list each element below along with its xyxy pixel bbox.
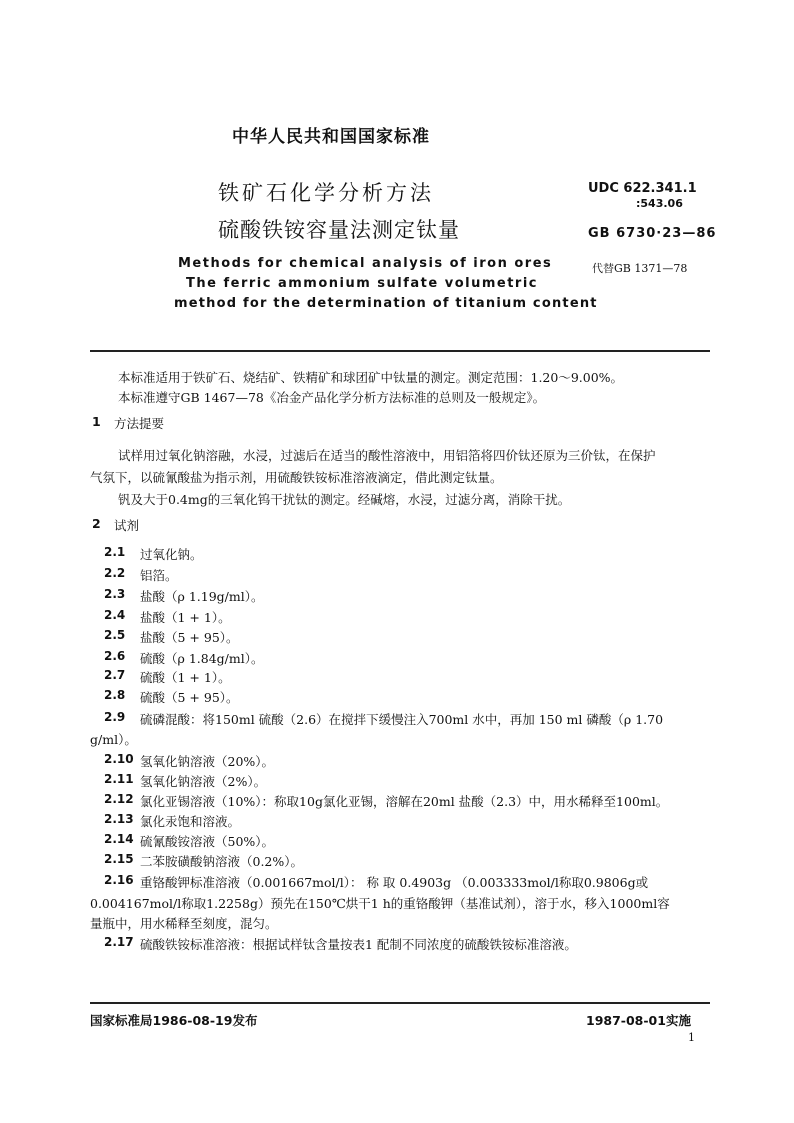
national-standard-heading: 中华人民共和国国家标准 <box>232 127 430 147</box>
reagent-text: 氢氧化钠溶液（2%）。 <box>140 774 267 789</box>
udc-code: UDC 622.341.1 <box>588 181 697 196</box>
reagent-number: 2.10 <box>104 752 134 766</box>
reagent-text: 硫酸（1 + 1）。 <box>140 670 231 685</box>
section-2-number: 2 <box>92 516 101 531</box>
reagent-number: 2.17 <box>104 935 134 949</box>
gb-code: GB 6730·23—86 <box>588 226 717 241</box>
reagent-number: 2.16 <box>104 873 134 887</box>
page-number: 1 <box>688 1031 695 1044</box>
reagent-number: 2.5 <box>104 628 126 642</box>
reagent-number: 2.8 <box>104 688 126 702</box>
reagent-text: 盐酸（5 + 95）。 <box>140 630 239 645</box>
section-1-paragraph-2: 钒及大于0.4mg的三氧化钨干扰钛的测定。经碱熔，水浸，过滤分离，消除干扰。 <box>118 492 571 507</box>
title-en-line-3: method for the determination of titanium content <box>174 296 598 311</box>
reagent-number: 2.6 <box>104 649 126 663</box>
reagent-text: 氯化亚锡溶液（10%）：称取10g氯化亚锡，溶解在20ml 盐酸（2.3）中，用水稀释至100ml。 <box>140 794 669 809</box>
title-en-line-1: Methods for chemical analysis of iron ores <box>178 256 553 271</box>
udc-code-continued: :543.06 <box>636 197 683 210</box>
header-divider <box>90 350 710 352</box>
reagent-text: 硫酸（5 + 95）。 <box>140 690 239 705</box>
reagent-text: 过氧化钠。 <box>140 547 203 562</box>
reagent-text-continued: 量瓶中，用水稀释至刻度，混匀。 <box>90 916 278 931</box>
compliance-paragraph: 本标准遵守GB 1467—78《冶金产品化学分析方法标准的总则及一般规定》。 <box>118 390 546 405</box>
reagent-number: 2.9 <box>104 710 126 724</box>
reagent-number: 2.14 <box>104 832 134 846</box>
footer-divider <box>90 1002 710 1004</box>
reagent-text: 氢氧化钠溶液（20%）。 <box>140 754 275 769</box>
reagent-number: 2.12 <box>104 792 134 806</box>
reagent-text: 氯化汞饱和溶液。 <box>140 814 241 829</box>
title-cn-line-2: 硫酸铁铵容量法测定钛量 <box>218 218 460 242</box>
reagent-text: 硫酸铁铵标准溶液：根据试样钛含量按表1 配制不同浓度的硫酸铁铵标准溶液。 <box>140 937 577 952</box>
reagent-text: 硫酸（ρ 1.84g/ml）。 <box>140 651 264 666</box>
title-en-line-2: The ferric ammonium sulfate volumetric <box>186 276 538 291</box>
section-1-number: 1 <box>92 414 101 429</box>
reagent-text-continued: 0.004167mol/l称取1.2258g）预先在150℃烘干1 h的重铬酸钾（基准试剂），溶于水，移入1000ml容 <box>90 896 670 911</box>
section-2-title: 试剂 <box>114 518 140 533</box>
reagent-number: 2.4 <box>104 608 126 622</box>
reagent-text: 铝箔。 <box>140 568 178 583</box>
effective-date: 1987-08-01实施 <box>586 1013 691 1028</box>
reagent-number: 2.7 <box>104 668 126 682</box>
reagent-number: 2.11 <box>104 772 134 786</box>
reagent-text: 硫磷混酸：将150ml 硫酸（2.6）在搅拌下缓慢注入700ml 水中，再加 150 ml 磷酸（ρ 1.70 <box>140 712 664 727</box>
reagent-number: 2.3 <box>104 587 126 601</box>
reagent-text: 盐酸（ρ 1.19g/ml）。 <box>140 589 264 604</box>
reagent-text: 硫氰酸铵溶液（50%）。 <box>140 834 275 849</box>
section-1-title: 方法提要 <box>114 416 165 431</box>
reagent-text: 二苯胺磺酸钠溶液（0.2%）。 <box>140 854 304 869</box>
reagent-text: 重铬酸钾标准溶液（0.001667mol/l）： 称 取 0.4903g （0.003333mol/l称取0.9806g或 <box>140 875 649 890</box>
reagent-number: 2.15 <box>104 852 134 866</box>
section-1-paragraph-line-1: 试样用过氧化钠溶融，水浸，过滤后在适当的酸性溶液中，用铝箔将四价钛还原为三价钛，在保护 <box>118 448 656 463</box>
title-cn-line-1: 铁矿石化学分析方法 <box>218 181 434 205</box>
scope-paragraph: 本标准适用于铁矿石、烧结矿、铁精矿和球团矿中钛量的测定。测定范围：1.20～9.00%。 <box>118 370 624 385</box>
reagent-text: 盐酸（1 + 1）。 <box>140 610 231 625</box>
reagent-number: 2.2 <box>104 566 126 580</box>
reagent-number: 2.13 <box>104 812 134 826</box>
reagent-number: 2.1 <box>104 545 126 559</box>
section-1-paragraph-line-2: 气氛下，以硫氰酸盐为指示剂，用硫酸铁铵标准溶液滴定，借此测定钛量。 <box>90 470 503 485</box>
issued-date: 国家标准局1986-08-19发布 <box>90 1013 258 1028</box>
replaces-note: 代替GB 1371—78 <box>592 262 688 275</box>
reagent-text-continued: g/ml）。 <box>90 732 137 747</box>
